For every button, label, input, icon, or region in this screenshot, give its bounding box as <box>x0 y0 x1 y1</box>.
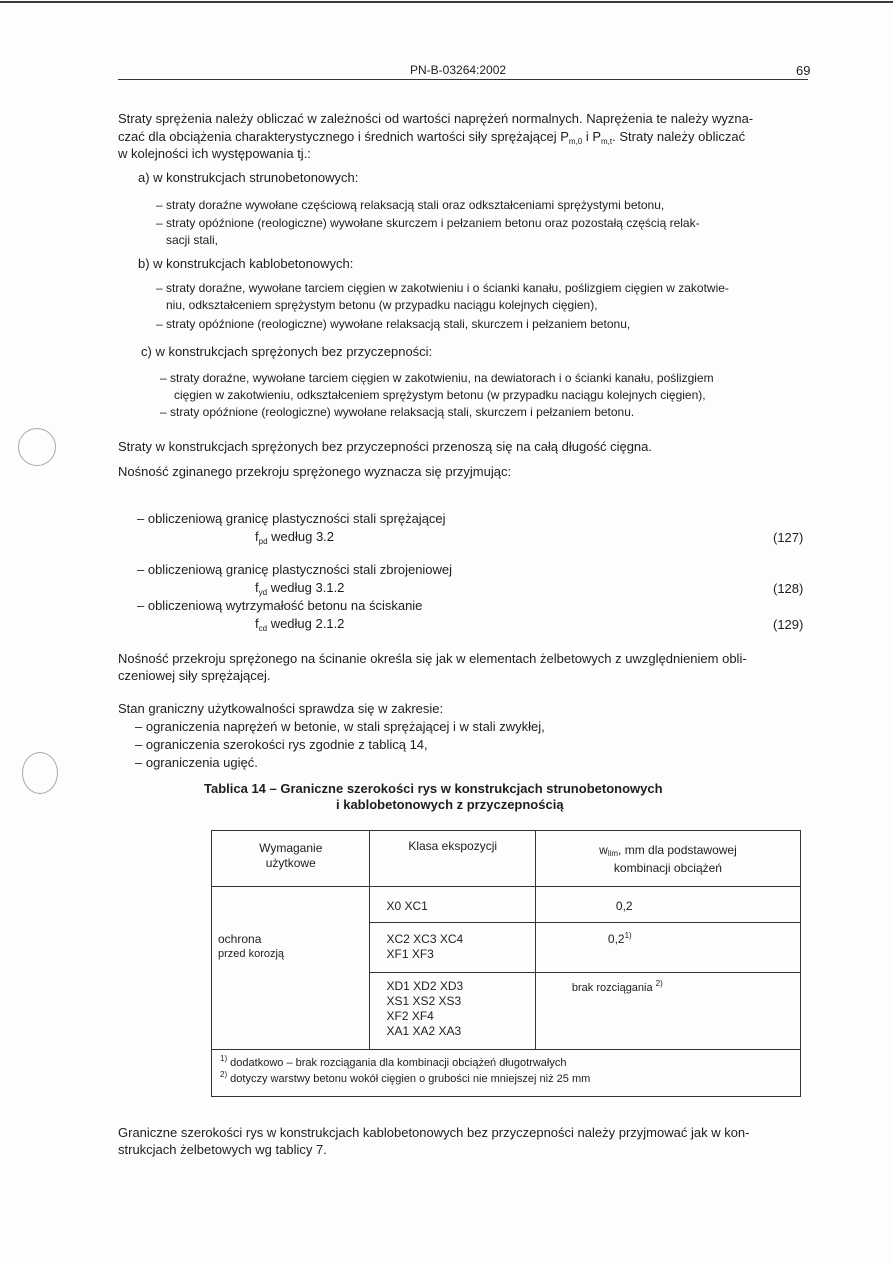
page-number: 69 <box>796 63 811 78</box>
punch-hole-mark <box>22 752 58 794</box>
table-cell: XD1 XD2 XD3 XS1 XS2 XS3 XF2 XF4 XA1 XA2 XA3 <box>370 973 535 1050</box>
formula-expression: $f_{pd}$ według 3.2 <box>255 529 335 546</box>
table-cell: X0 XC1 <box>370 887 535 923</box>
table-cell: brak rozciągania $^{2)}$ <box>535 973 800 1050</box>
table-row <box>212 887 801 923</box>
intro-line-2: czać dla obciążenia charakterystycznego i średnich wartości siły sprężającej $P_{m,0}$ i $P_{m,t}$. Straty należy obliczać <box>118 129 746 146</box>
formula-expression: $f_{cd}$ według 2.1.2 <box>255 616 345 633</box>
equation-number: (127) <box>773 530 804 545</box>
punch-hole-mark <box>18 428 56 466</box>
section-a-heading: a) w konstrukcjach strunobetonowych: <box>138 170 359 185</box>
final-paragraph-line-1: Graniczne szerokości rys w konstrukcjach kablobetonowych bez przyczepności należy przyjmować jak w kon- <box>118 1125 750 1140</box>
table-header-cell: wlim, mm dla podstawowej kombinacji obciążeń <box>535 831 800 887</box>
crack-width-table <box>211 830 801 1097</box>
list-item: – straty opóźnione (reologiczne) wywołane relaksacją stali, skurczem i pełzaniem betonu. <box>160 405 635 419</box>
list-item: – straty opóźnione (reologiczne) wywołane relaksacją stali, skurczem i pełzaniem betonu, <box>156 317 631 331</box>
equation-number: (128) <box>773 581 804 596</box>
table-cell: XC2 XC3 XC4 XF1 XF3 <box>370 923 535 973</box>
table-caption: Tablica 14 – Graniczne szerokości rys w konstrukcjach strunobetonowych <box>204 781 663 796</box>
section-c-heading: c) w konstrukcjach sprężonych bez przyczepności: <box>141 344 433 359</box>
formula-label: – obliczeniową wytrzymałość betonu na ściskanie <box>137 598 423 613</box>
list-item: niu, odkształceniem sprężystym betonu (w przypadku naciągu kolejnych cięgien), <box>166 298 598 312</box>
equation-number: (129) <box>773 617 804 632</box>
list-item: cięgien w zakotwieniu, odkształceniem sprężystym betonu (w przypadku naciągu kolejnych cięgien), <box>174 388 706 402</box>
intro-line-1: Straty sprężenia należy obliczać w zależności od wartości naprężeń normalnych. Naprężenia te należy wyzna- <box>118 111 754 126</box>
list-item: – ograniczenia szerokości rys zgodnie z tablicą 14, <box>135 737 428 752</box>
standard-code: PN-B-03264:2002 <box>410 63 507 77</box>
list-item: – ograniczenia naprężeń w betonie, w stali sprężającej i w stali zwykłej, <box>135 719 545 734</box>
intro-line-3: w kolejności ich występowania tj.: <box>118 146 311 161</box>
header-rule <box>118 79 808 80</box>
shear-paragraph-line-1: Nośność przekroju sprężonego na ścinanie określa się jak w elementach żelbetowych z uwzględnieniem obli- <box>118 651 747 666</box>
final-paragraph-line-2: strukcjach żelbetowych wg tablicy 7. <box>118 1142 327 1157</box>
table-header-cell: Klasa ekspozycji <box>370 831 535 887</box>
sls-intro: Stan graniczny użytkowalności sprawdza się w zakresie: <box>118 701 444 716</box>
formula-label: – obliczeniową granicę plastyczności stali zbrojeniowej <box>137 562 453 577</box>
shear-paragraph-line-2: czeniowej siły sprężającej. <box>118 668 271 683</box>
list-item: sacji stali, <box>166 233 219 247</box>
table-cell: ochrona przed korozją <box>212 887 370 1050</box>
losses-paragraph: Straty w konstrukcjach sprężonych bez przyczepności przenoszą się na całą długość cięgna. <box>118 439 652 454</box>
table-footnotes: $^{1)}$ dodatkowo – brak rozciągania dla kombinacji obciążeń długotrwałych $^{2)}$ dotyczy warstwy betonu wokół cięgien o grubości nie mniejszej niż 25 mm <box>212 1050 801 1097</box>
capacity-paragraph: Nośność zginanego przekroju sprężonego wyznacza się przyjmując: <box>118 464 512 479</box>
table-header-cell: Wymaganie użytkowe <box>212 831 370 887</box>
list-item: – straty opóźnione (reologiczne) wywołane skurczem i pełzaniem betonu oraz pozostałą częścią relak- <box>156 216 700 230</box>
scan-top-border <box>0 1 893 3</box>
formula-label: – obliczeniową granicę plastyczności stali sprężającej <box>137 511 446 526</box>
list-item: – ograniczenia ugięć. <box>135 755 258 770</box>
list-item: – straty doraźne wywołane częściową relaksacją stali oraz odkształceniami sprężystymi betonu, <box>156 198 665 212</box>
list-item: – straty doraźne, wywołane tarciem cięgien w zakotwieniu i o ścianki kanału, poślizgiem cięgien w zakotwie- <box>156 281 729 295</box>
table-cell: 0,2$^{1)}$ <box>535 923 800 973</box>
table-cell: 0,2 <box>535 887 800 923</box>
table-caption-line-2: i kablobetonowych z przyczepnością <box>336 797 564 812</box>
formula-expression: $f_{yd}$ według 3.1.2 <box>255 580 345 597</box>
section-b-heading: b) w konstrukcjach kablobetonowych: <box>138 256 354 271</box>
list-item: – straty doraźne, wywołane tarciem cięgien w zakotwieniu, na dewiatorach i o ścianki kanału, poślizgiem <box>160 371 714 385</box>
table-footnotes-row <box>212 1050 801 1097</box>
